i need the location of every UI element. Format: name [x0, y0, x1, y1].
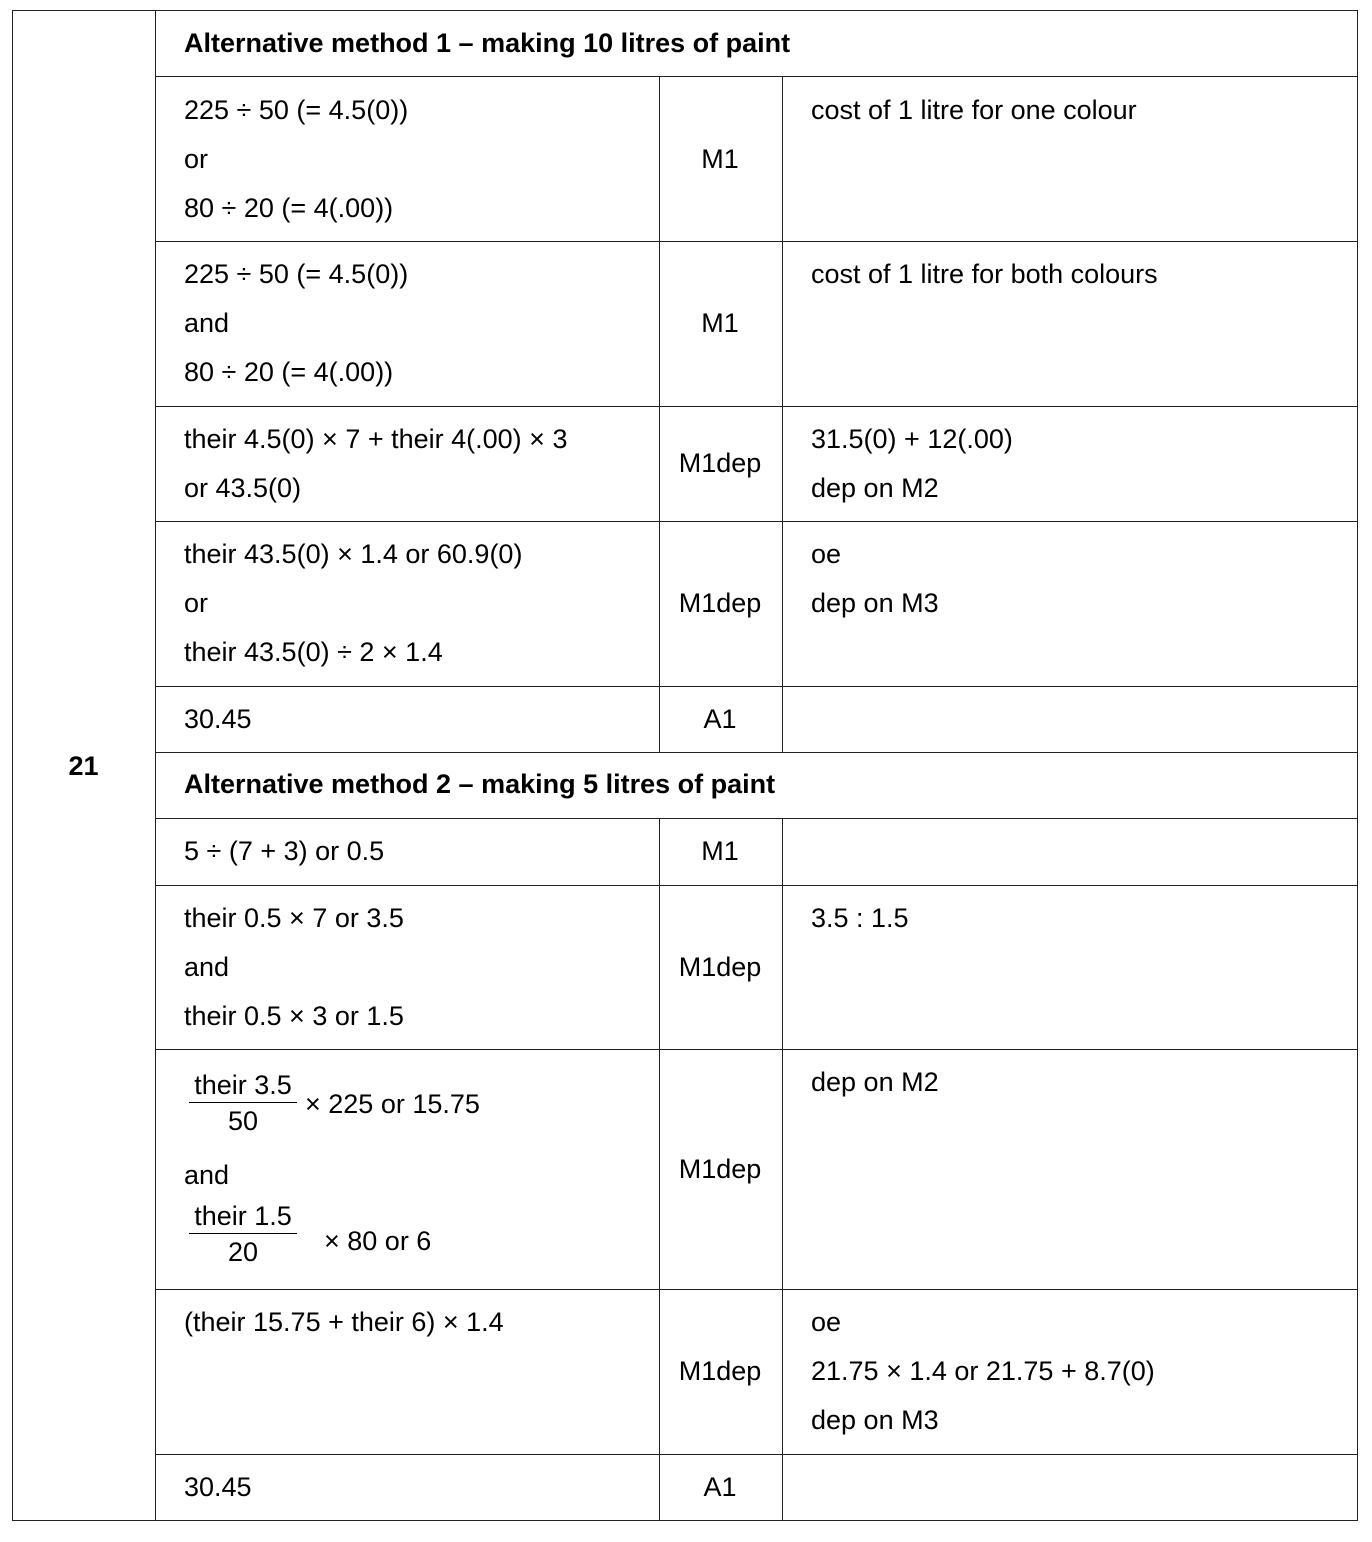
row-divider [155, 818, 1358, 819]
mark-code: M1dep [678, 588, 762, 618]
comment-column-divider [782, 76, 783, 752]
working-line: 80 ÷ 20 (= 4(.00)) [184, 193, 394, 223]
row-divider [155, 76, 1358, 77]
working-line: or [184, 144, 209, 174]
row-divider [155, 521, 1358, 522]
comment-line: 3.5 : 1.5 [811, 903, 909, 933]
working-line: or 43.5(0) [184, 473, 302, 503]
comment-line: dep on M2 [811, 1067, 939, 1097]
working-line: 225 ÷ 50 (= 4.5(0)) [184, 95, 409, 125]
row-divider [155, 406, 1358, 407]
working-line: 225 ÷ 50 (= 4.5(0)) [184, 259, 409, 289]
working-line: their 0.5 × 3 or 1.5 [184, 1001, 404, 1031]
comment-line: 31.5(0) + 12(.00) [811, 424, 1013, 454]
working-line: and [184, 952, 230, 982]
fraction-numerator: their 3.5 [194, 1070, 292, 1100]
working-line: 80 ÷ 20 (= 4(.00)) [184, 357, 394, 387]
question-column-divider [155, 10, 156, 1521]
fraction-numerator: their 1.5 [194, 1201, 292, 1231]
row-divider [155, 1454, 1358, 1455]
mark-code: M1 [701, 836, 739, 866]
working-line: × 225 or 15.75 [305, 1089, 480, 1119]
table-border-right [1357, 10, 1358, 1521]
mark-code: M1dep [678, 952, 762, 982]
comment-line: cost of 1 litre for both colours [811, 259, 1158, 289]
working-line: 5 ÷ (7 + 3) or 0.5 [184, 836, 385, 866]
working-line: or [184, 588, 209, 618]
mark-code: A1 [703, 704, 737, 734]
comment-line: 21.75 × 1.4 or 21.75 + 8.7(0) [811, 1356, 1155, 1386]
comment-line: dep on M3 [811, 1405, 939, 1435]
comment-column-divider [782, 818, 783, 1521]
working-line: (their 15.75 + their 6) × 1.4 [184, 1307, 504, 1337]
row-divider [155, 752, 1358, 753]
row-divider [155, 885, 1358, 886]
mark-code: M1dep [678, 1356, 762, 1386]
method2-heading: Alternative method 2 – making 5 litres of paint [184, 769, 776, 799]
row-divider [155, 686, 1358, 687]
comment-line: cost of 1 litre for one colour [811, 95, 1137, 125]
table-border-top [12, 10, 1358, 11]
row-divider [155, 241, 1358, 242]
mark-code: M1 [701, 144, 739, 174]
working-line: and [184, 1160, 230, 1190]
working-line: 30.45 [184, 704, 252, 734]
row-divider [155, 1289, 1358, 1290]
row-divider [155, 1049, 1358, 1050]
method1-heading: Alternative method 1 – making 10 litres of paint [184, 28, 791, 58]
working-line: their 43.5(0) × 1.4 or 60.9(0) [184, 539, 523, 569]
comment-line: oe [811, 1307, 842, 1337]
question-number: 21 [68, 751, 99, 781]
working-line: their 43.5(0) ÷ 2 × 1.4 [184, 637, 443, 667]
working-line: 30.45 [184, 1472, 252, 1502]
fraction [189, 1199, 297, 1270]
comment-line: oe [811, 539, 842, 569]
working-line: and [184, 308, 230, 338]
fraction [189, 1068, 297, 1139]
comment-line: dep on M3 [811, 588, 939, 618]
working-line: × 80 or 6 [324, 1226, 432, 1256]
working-line: their 0.5 × 7 or 3.5 [184, 903, 404, 933]
table-border-bottom [12, 1520, 1358, 1521]
mark-code: M1dep [678, 448, 762, 478]
mark-code: M1dep [678, 1154, 762, 1184]
fraction-denominator: 50 [227, 1106, 259, 1136]
mark-code: A1 [703, 1472, 737, 1502]
fraction-denominator: 20 [227, 1237, 259, 1267]
working-line: their 4.5(0) × 7 + their 4(.00) × 3 [184, 424, 568, 454]
comment-line: dep on M2 [811, 473, 939, 503]
mark-code: M1 [701, 308, 739, 338]
